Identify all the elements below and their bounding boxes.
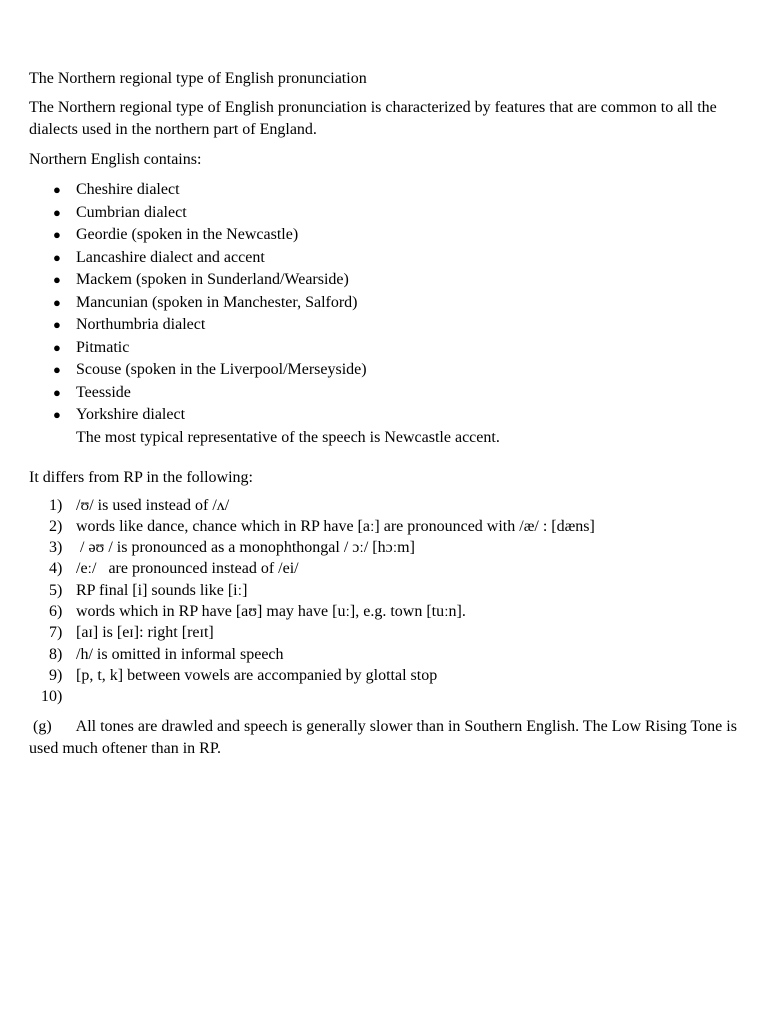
list-item: ● Pitmatic [29,337,764,360]
list-item: ● Northumbria dialect [29,314,764,337]
item-number: 3) [49,539,63,557]
document-title: The Northern regional type of English pronunciation [29,70,367,87]
item-number: 2) [49,517,63,535]
document-page [29,68,764,760]
bullet-icon: ● [53,204,61,220]
list-item: ● Lancashire dialect and accent [29,247,764,270]
tones-text: All tones are drawled and speech is generally slower than in Southern English. The Low Rising Tone is used much oftener than in RP. [29,718,737,758]
differs-heading: It differs from RP in the following: [29,468,253,486]
list-item: 2) words like dance, chance which in RP have [aː] are pronounced with /æ/ : [dæns] [29,516,764,537]
list-item: 7) [aɪ] is [eɪ]: right [reɪt] [29,622,764,643]
item-number: 7) [49,624,63,642]
bullet-icon: ● [53,384,61,400]
bullet-icon: ● [53,339,61,355]
list-item: ● Cumbrian dialect [29,202,764,225]
item-number: 5) [49,581,63,599]
bullet-icon: ● [53,249,61,265]
bullet-icon: ● [53,227,61,242]
list-item: 9) [p, t, k] between vowels are accompanied by glottal stop [29,665,764,686]
list-item [29,686,764,707]
list-item: ● Teesside [29,382,764,405]
bullet-icon: ● [53,362,61,377]
list-item: ● Mackem (spoken in Sunderland/Wearside) [29,269,764,292]
list-item: 3) / əʊ / is pronounced as a monophthongal / ɔː/ [hɔːm] [29,537,764,558]
list-item: ● Yorkshire dialect [29,404,764,427]
bullet-icon: ● [53,407,61,422]
list-item: ● Mancunian (spoken in Manchester, Salford) [29,292,764,315]
list-item: 1) /ʊ/ is used instead of /ʌ/ [29,495,764,516]
list-item: ● Scouse (spoken in the Liverpool/Merseyside) [29,359,764,382]
list-item: 4) /eː/ are pronounced instead of /ei/ [29,558,764,579]
bullet-icon: ● [53,182,61,197]
list-item: ● Cheshire dialect [29,179,764,202]
intro-paragraph: The Northern regional type of English pronunciation is characterized by features that are common to all the dialects used in the northern part of England. [29,99,717,138]
tones-paragraph [29,716,749,760]
contains-heading: Northern English contains: [29,151,202,168]
bullet-icon: ● [53,272,61,287]
tones-marker: (g) [29,718,52,736]
list-item: ● Geordie (spoken in the Newcastle) [29,224,764,247]
list-item: 6) words which in RP have [aʊ] may have [uː], e.g. town [tuːn]. [29,601,764,622]
bullet-icon: ● [53,317,61,332]
bullet-icon: ● [53,294,61,310]
list-item: 5) RP final [i] sounds like [iː] [29,580,764,601]
list-item: 8) /h/ is omitted in informal speech [29,644,764,665]
item-number: 1) [49,496,63,514]
feature-list [29,495,764,708]
item-number: 6) [49,602,63,620]
item-number: 4) [49,560,63,578]
item-number: 8) [49,645,63,663]
item-number: 10) [41,688,63,706]
item-number: 9) [49,666,63,684]
typical-representative-text: The most typical representative of the speech is Newcastle accent. [76,428,500,446]
dialect-list [29,179,764,427]
